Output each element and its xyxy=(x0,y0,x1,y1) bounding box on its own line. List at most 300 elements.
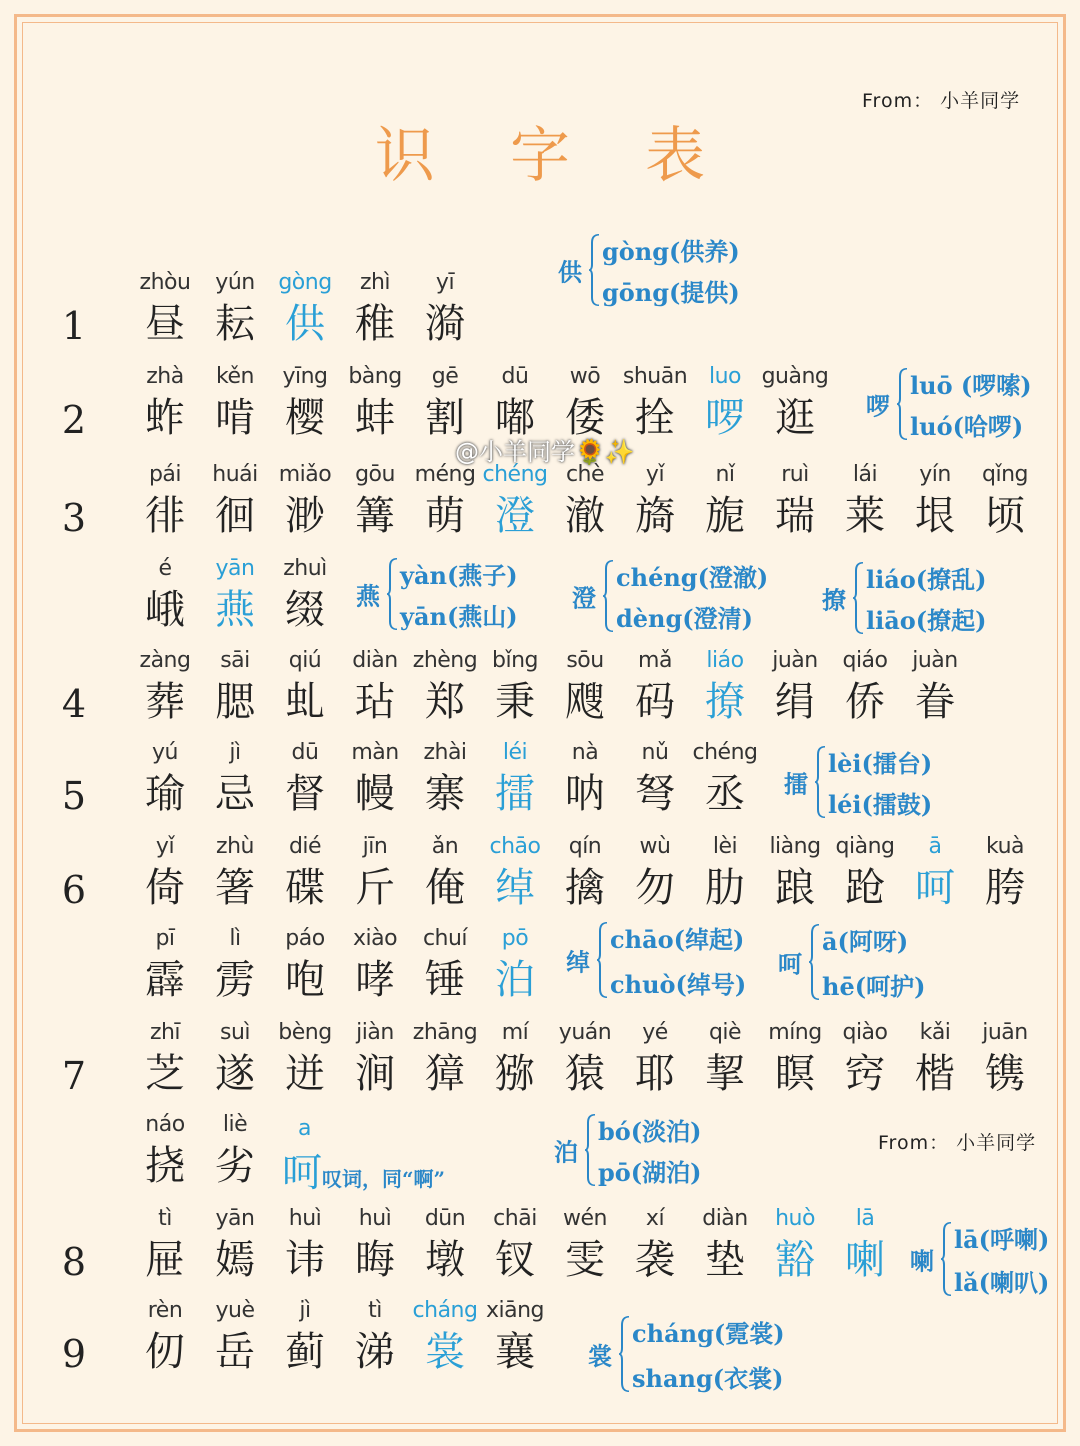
character-cell xyxy=(265,1018,345,1100)
character-cell xyxy=(475,460,555,542)
character-cell xyxy=(265,646,345,728)
hanzi: 晦 xyxy=(355,1237,395,1283)
pinyin: luo xyxy=(708,364,741,389)
hanzi: 雳 xyxy=(215,957,255,1003)
pinyin: bǐng xyxy=(492,648,538,673)
hanzi: 郑 xyxy=(425,679,465,725)
pinyin: qǐng xyxy=(982,462,1028,487)
hanzi: 飕 xyxy=(565,679,605,725)
hanzi: 昼 xyxy=(145,301,185,347)
hanzi: 襄 xyxy=(495,1329,535,1375)
hanzi: 篝 xyxy=(355,493,395,539)
hanzi: 绢 xyxy=(775,679,815,725)
character-cell xyxy=(685,832,765,914)
hanzi: 莱 xyxy=(845,493,885,539)
pinyin: yān xyxy=(215,1206,255,1231)
hanzi: 踉 xyxy=(775,865,815,911)
hanzi: 丞 xyxy=(705,771,745,817)
character-cell xyxy=(685,362,765,444)
pinyin: juàn xyxy=(772,648,818,673)
character-cell xyxy=(335,362,415,444)
pinyin: dū xyxy=(291,740,319,765)
hanzi: 萌 xyxy=(425,493,465,539)
hanzi: 忌 xyxy=(215,771,255,817)
hanzi: 徊 xyxy=(215,493,255,539)
pinyin: sōu xyxy=(566,648,604,673)
pinyin: wù xyxy=(639,834,671,859)
hanzi: 嘟 xyxy=(495,395,535,441)
hanzi: 峨 xyxy=(145,587,185,633)
pinyin: qín xyxy=(568,834,602,859)
pinyin: kǎi xyxy=(919,1020,951,1045)
hanzi: 供 xyxy=(285,301,325,347)
pinyin: mǎ xyxy=(638,648,672,673)
pinyin: zhāng xyxy=(412,1020,478,1045)
pinyin: yǐ xyxy=(645,462,665,487)
pinyin: yín xyxy=(919,462,951,487)
pinyin: náo xyxy=(145,1112,185,1137)
character-cell xyxy=(125,362,205,444)
character-cell xyxy=(615,738,695,820)
source-credit-top: From： 小羊同学 xyxy=(862,90,1021,112)
pinyin: miǎo xyxy=(278,462,332,487)
character-cell xyxy=(125,554,205,636)
hanzi: 咆 xyxy=(285,957,325,1003)
hanzi: 泊 xyxy=(495,957,535,1003)
hanzi: 挠 xyxy=(145,1143,185,1189)
note-gong: 供 gòng(供养) gōng(提供) xyxy=(558,232,758,308)
interjection-text: 叹词，同“啊” xyxy=(322,1167,446,1191)
character-cell xyxy=(265,362,345,444)
character-cell xyxy=(195,1204,275,1286)
character-cell xyxy=(825,460,905,542)
pinyin: yīng xyxy=(282,364,328,389)
pinyin: pái xyxy=(148,462,182,487)
pinyin: jīn xyxy=(362,834,388,859)
hanzi: 跄 xyxy=(845,865,885,911)
hanzi: 幔 xyxy=(355,771,395,817)
character-cell xyxy=(195,460,275,542)
character-cell xyxy=(615,1204,695,1286)
character-cell xyxy=(615,460,695,542)
interjection-pinyin: a xyxy=(298,1116,312,1141)
hanzi: 燕 xyxy=(215,587,255,633)
pinyin: liáo xyxy=(706,648,744,673)
hanzi: 遂 xyxy=(215,1051,255,1097)
character-cell xyxy=(195,646,275,728)
hanzi: 嫣 xyxy=(215,1237,255,1283)
pinyin: zhà xyxy=(146,364,184,389)
character-cell xyxy=(685,460,765,542)
hanzi: 胯 xyxy=(985,865,1025,911)
character-cell xyxy=(125,738,205,820)
hanzi: 葬 xyxy=(145,679,185,725)
pinyin: huì xyxy=(358,1206,392,1231)
character-cell xyxy=(125,1018,205,1100)
pinyin: bèng xyxy=(278,1020,332,1045)
character-cell xyxy=(195,924,275,1006)
pinyin: diàn xyxy=(702,1206,748,1231)
pinyin: qiú xyxy=(288,648,322,673)
note-po: 泊 bó(淡泊) pō(湖泊) xyxy=(554,1112,734,1188)
character-cell xyxy=(475,1204,555,1286)
hanzi: 督 xyxy=(285,771,325,817)
hanzi: 蓟 xyxy=(285,1329,325,1375)
character-cell xyxy=(475,1296,555,1378)
character-cell xyxy=(195,362,275,444)
pinyin: yān xyxy=(215,556,255,581)
pinyin: juàn xyxy=(912,648,958,673)
hanzi: 呐 xyxy=(565,771,605,817)
character-cell xyxy=(545,832,625,914)
hanzi: 垫 xyxy=(705,1237,745,1283)
character-cell xyxy=(265,1204,345,1286)
pinyin: zhòu xyxy=(139,270,191,295)
hanzi: 倚 xyxy=(145,865,185,911)
hanzi: 擒 xyxy=(565,865,605,911)
hanzi: 裳 xyxy=(425,1329,465,1375)
hanzi: 勿 xyxy=(635,865,675,911)
character-cell xyxy=(825,1018,905,1100)
character-cell xyxy=(195,1018,275,1100)
character-cell xyxy=(195,832,275,914)
character-cell xyxy=(335,1296,415,1378)
pinyin: juān xyxy=(982,1020,1028,1045)
pinyin: lì xyxy=(229,926,241,951)
character-cell xyxy=(965,1018,1045,1100)
character-cell xyxy=(685,1018,765,1100)
hanzi: 碟 xyxy=(285,865,325,911)
character-cell xyxy=(335,738,415,820)
hanzi: 码 xyxy=(635,679,675,725)
pinyin: ruì xyxy=(781,462,809,487)
character-cell xyxy=(755,1018,835,1100)
hanzi: 呵 xyxy=(915,865,955,911)
pinyin: wén xyxy=(563,1206,607,1231)
pinyin: yuán xyxy=(558,1020,612,1045)
pinyin: suì xyxy=(219,1020,251,1045)
hanzi: 楷 xyxy=(915,1051,955,1097)
character-cell xyxy=(475,924,555,1006)
pinyin: zhèng xyxy=(412,648,478,673)
note-liao: 撩 liáo(撩乱) liāo(撩起) xyxy=(822,560,1022,636)
character-cell xyxy=(335,268,415,350)
pinyin: chāi xyxy=(493,1206,537,1231)
hanzi: 雯 xyxy=(565,1237,605,1283)
pinyin: zhuì xyxy=(283,556,327,581)
character-cell xyxy=(125,832,205,914)
character-cell xyxy=(125,1204,205,1286)
pinyin: xiào xyxy=(352,926,398,951)
pinyin: tì xyxy=(368,1298,382,1323)
pinyin: zhù xyxy=(216,834,254,859)
character-cell xyxy=(335,924,415,1006)
pinyin: mí xyxy=(501,1020,529,1045)
hanzi: 擂 xyxy=(495,771,535,817)
hanzi: 挈 xyxy=(705,1051,745,1097)
pinyin: jì xyxy=(229,740,241,765)
character-cell xyxy=(825,832,905,914)
character-cell xyxy=(125,1110,205,1192)
character-cell xyxy=(265,738,345,820)
hanzi: 蚱 xyxy=(145,395,185,441)
hanzi: 弩 xyxy=(635,771,675,817)
pinyin: páo xyxy=(285,926,325,951)
hanzi: 绰 xyxy=(495,865,535,911)
character-cell xyxy=(615,832,695,914)
character-cell xyxy=(335,460,415,542)
hanzi: 窍 xyxy=(845,1051,885,1097)
pinyin: chéng xyxy=(692,740,758,765)
hanzi: 劣 xyxy=(215,1143,255,1189)
character-cell xyxy=(265,1296,345,1378)
pinyin: rèn xyxy=(147,1298,183,1323)
pinyin: qiàng xyxy=(835,834,895,859)
hanzi: 啰 xyxy=(705,395,745,441)
character-cell xyxy=(895,646,975,728)
hanzi: 秉 xyxy=(495,679,535,725)
pinyin: bàng xyxy=(348,364,402,389)
pinyin: dū xyxy=(501,364,529,389)
pinyin: guàng xyxy=(761,364,829,389)
pinyin: zhì xyxy=(359,270,391,295)
character-cell xyxy=(335,646,415,728)
character-cell xyxy=(405,924,485,1006)
character-cell xyxy=(545,1018,625,1100)
hanzi: 蚌 xyxy=(355,395,395,441)
hanzi: 虬 xyxy=(285,679,325,725)
pinyin: lā xyxy=(855,1206,875,1231)
hanzi: 喇 xyxy=(845,1237,885,1283)
hanzi: 耘 xyxy=(215,301,255,347)
hanzi: 拴 xyxy=(635,395,675,441)
character-cell xyxy=(265,268,345,350)
character-cell xyxy=(405,646,485,728)
note-chao: 绰 chāo(绰起) chuò(绰号) xyxy=(566,920,776,1000)
hanzi: 澄 xyxy=(495,493,535,539)
pinyin: huò xyxy=(775,1206,815,1231)
pinyin: chè xyxy=(565,462,605,487)
character-cell xyxy=(405,1204,485,1286)
character-cell xyxy=(405,738,485,820)
character-cell xyxy=(965,460,1045,542)
character-cell xyxy=(265,554,345,636)
character-cell xyxy=(545,460,625,542)
pinyin: jì xyxy=(299,1298,311,1323)
character-cell xyxy=(265,924,345,1006)
hanzi: 玷 xyxy=(355,679,395,725)
interjection-note xyxy=(282,1116,445,1198)
hanzi: 啃 xyxy=(215,395,255,441)
character-cell xyxy=(755,832,835,914)
character-cell xyxy=(475,832,555,914)
pinyin: nà xyxy=(571,740,599,765)
pinyin: lái xyxy=(852,462,878,487)
character-cell xyxy=(475,1018,555,1100)
pinyin: kuà xyxy=(986,834,1024,859)
character-cell xyxy=(545,646,625,728)
character-cell xyxy=(125,646,205,728)
pinyin: é xyxy=(158,556,172,581)
pinyin: yú xyxy=(152,740,178,765)
pinyin: zhī xyxy=(149,1020,181,1045)
hanzi: 墩 xyxy=(425,1237,465,1283)
character-cell xyxy=(195,1296,275,1378)
hanzi: 澈 xyxy=(565,493,605,539)
hanzi: 哮 xyxy=(355,957,395,1003)
hanzi: 芝 xyxy=(145,1051,185,1097)
hanzi: 涕 xyxy=(355,1329,395,1375)
pinyin: tì xyxy=(158,1206,172,1231)
character-cell xyxy=(195,268,275,350)
character-cell xyxy=(335,832,415,914)
pinyin: yī xyxy=(435,270,455,295)
hanzi: 漪 xyxy=(425,301,465,347)
character-cell xyxy=(265,832,345,914)
hanzi: 猿 xyxy=(565,1051,605,1097)
pinyin: léi xyxy=(502,740,528,765)
hanzi: 旖 xyxy=(635,493,675,539)
pinyin: gòng xyxy=(278,270,332,295)
pinyin: yé xyxy=(642,1020,668,1045)
pinyin: nǔ xyxy=(641,740,669,765)
pinyin: cháng xyxy=(412,1298,478,1323)
hanzi: 霹 xyxy=(145,957,185,1003)
page-title: 识 字 表 xyxy=(374,121,734,191)
pinyin: chāo xyxy=(489,834,541,859)
pinyin: ǎn xyxy=(431,834,459,859)
pinyin: méng xyxy=(414,462,476,487)
pinyin: qiáo xyxy=(842,648,888,673)
pinyin: chéng xyxy=(482,462,548,487)
pinyin: yǐ xyxy=(155,834,175,859)
hanzi: 瑞 xyxy=(775,493,815,539)
note-cheng: 澄 chéng(澄澈) dèng(澄清) xyxy=(572,558,782,634)
hanzi: 寨 xyxy=(425,771,465,817)
hanzi: 钗 xyxy=(495,1237,535,1283)
pinyin: dūn xyxy=(424,1206,466,1231)
character-cell xyxy=(755,1204,835,1286)
pinyin: pī xyxy=(155,926,175,951)
character-cell xyxy=(335,1204,415,1286)
character-cell xyxy=(965,832,1045,914)
pinyin: zhài xyxy=(423,740,467,765)
hanzi: 樱 xyxy=(285,395,325,441)
character-cell xyxy=(895,832,975,914)
hanzi: 垠 xyxy=(915,493,955,539)
character-cell xyxy=(195,1110,275,1192)
hanzi: 岳 xyxy=(215,1329,255,1375)
note-chang: 裳 cháng(霓裳) shang(衣裳) xyxy=(588,1314,798,1394)
pinyin: liè xyxy=(222,1112,248,1137)
hanzi: 耶 xyxy=(635,1051,675,1097)
hanzi: 豁 xyxy=(775,1237,815,1283)
character-cell xyxy=(475,646,555,728)
character-cell xyxy=(405,1296,485,1378)
character-cell xyxy=(685,1204,765,1286)
pinyin: ā xyxy=(928,834,942,859)
hanzi: 割 xyxy=(425,395,465,441)
pinyin: yuè xyxy=(215,1298,255,1323)
pinyin: jiàn xyxy=(356,1020,394,1045)
hanzi: 撩 xyxy=(705,679,745,725)
hanzi: 俺 xyxy=(425,865,465,911)
hanzi: 镌 xyxy=(985,1051,1025,1097)
character-cell xyxy=(685,738,765,820)
character-cell xyxy=(895,1018,975,1100)
character-cell xyxy=(755,460,835,542)
character-cell xyxy=(615,646,695,728)
pinyin: yún xyxy=(215,270,255,295)
character-cell xyxy=(755,362,835,444)
hanzi: 旎 xyxy=(705,493,745,539)
hanzi: 讳 xyxy=(285,1237,325,1283)
hanzi: 涧 xyxy=(355,1051,395,1097)
hanzi: 侨 xyxy=(845,679,885,725)
character-cell xyxy=(125,924,205,1006)
pinyin: xiāng xyxy=(485,1298,545,1323)
hanzi: 顷 xyxy=(985,493,1025,539)
source-credit-mid: From： 小羊同学 xyxy=(878,1132,1037,1154)
note-yan: 燕 yàn(燕子) yān(燕山) xyxy=(356,556,546,632)
hanzi: 箸 xyxy=(215,865,255,911)
character-cell xyxy=(335,1018,415,1100)
hanzi: 稚 xyxy=(355,301,395,347)
character-cell xyxy=(475,738,555,820)
character-cell xyxy=(685,646,765,728)
hanzi: 瑜 xyxy=(145,771,185,817)
note-a: 呵 ā(阿呀) hē(呵护) xyxy=(778,922,958,1002)
pinyin: míng xyxy=(768,1020,822,1045)
pinyin: gē xyxy=(431,364,459,389)
pinyin: diàn xyxy=(352,648,398,673)
hanzi: 袭 xyxy=(635,1237,675,1283)
character-cell xyxy=(265,460,345,542)
character-cell xyxy=(125,268,205,350)
pinyin: lèi xyxy=(712,834,738,859)
hanzi: 缀 xyxy=(285,587,325,633)
pinyin: chuí xyxy=(422,926,468,951)
pinyin: zàng xyxy=(139,648,191,673)
pinyin: huái xyxy=(212,462,258,487)
character-cell xyxy=(405,460,485,542)
character-cell xyxy=(545,1204,625,1286)
pinyin: shuān xyxy=(622,364,688,389)
pinyin: nǐ xyxy=(715,462,735,487)
hanzi: 斤 xyxy=(355,865,395,911)
pinyin: dié xyxy=(288,834,322,859)
character-cell xyxy=(405,1018,485,1100)
character-cell xyxy=(405,832,485,914)
hanzi: 瞑 xyxy=(775,1051,815,1097)
character-cell xyxy=(825,646,905,728)
hanzi: 徘 xyxy=(145,493,185,539)
note-lei: 擂 lèi(擂台) léi(擂鼓) xyxy=(784,744,964,820)
character-cell xyxy=(545,738,625,820)
pinyin: huì xyxy=(288,1206,322,1231)
character-cell xyxy=(825,1204,905,1286)
pinyin: pō xyxy=(501,926,529,951)
character-cell xyxy=(755,646,835,728)
note-luo: 啰 luō (啰嗦) luó(哈啰) xyxy=(866,366,1056,442)
pinyin: màn xyxy=(351,740,399,765)
pinyin: liàng xyxy=(769,834,821,859)
hanzi: 肋 xyxy=(705,865,745,911)
hanzi: 逛 xyxy=(775,395,815,441)
character-cell xyxy=(195,554,275,636)
hanzi: 屉 xyxy=(145,1237,185,1283)
pinyin: sāi xyxy=(220,648,250,673)
